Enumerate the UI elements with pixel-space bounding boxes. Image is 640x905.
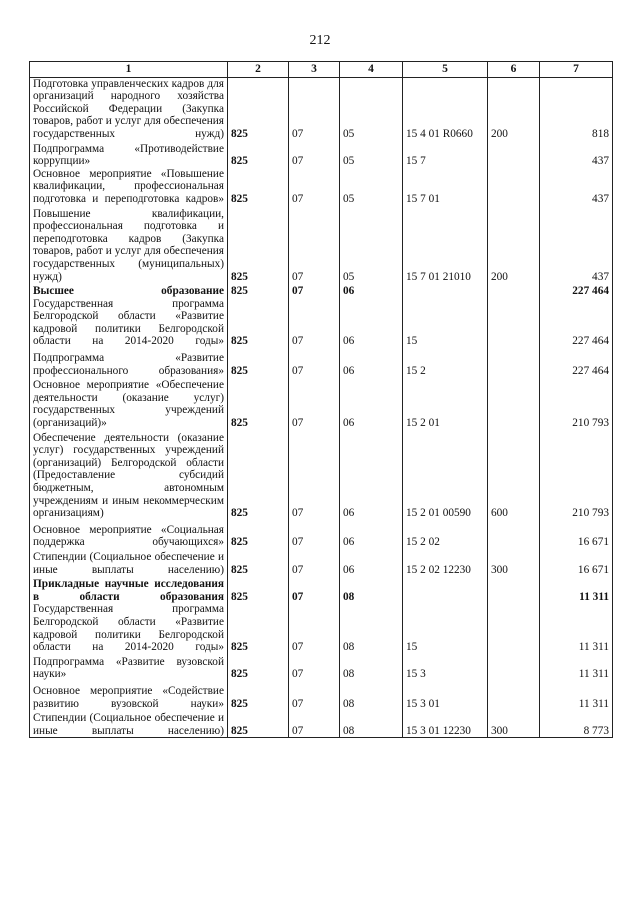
table-row <box>30 681 613 710</box>
row-name-cell: Подготовка управленческих кадров для организаций народного хозяйства Российской Федерации (Закупка товаров, работ и услуг для обеспечения государственных нужд) <box>30 77 228 140</box>
section-cell: 07 <box>289 576 340 603</box>
table-row <box>30 654 613 681</box>
amount-cell: 437 <box>540 141 613 168</box>
target-article-cell: 15 3 01 <box>403 681 488 710</box>
expense-type-cell <box>488 377 540 429</box>
table-row <box>30 141 613 168</box>
subsection-cell: 08 <box>340 603 403 653</box>
target-article-cell: 15 <box>403 603 488 653</box>
subsection-cell: 06 <box>340 520 403 549</box>
subsection-cell: 08 <box>340 681 403 710</box>
grbs-code-cell: 825 <box>228 576 289 603</box>
column-header: 2 <box>228 62 289 78</box>
amount-cell: 210 793 <box>540 430 613 520</box>
section-cell: 07 <box>289 168 340 206</box>
expense-type-cell <box>488 654 540 681</box>
amount-cell: 227 464 <box>540 348 613 377</box>
grbs-code-cell: 825 <box>228 520 289 549</box>
section-cell: 07 <box>289 283 340 298</box>
subsection-cell: 05 <box>340 168 403 206</box>
expense-type-cell <box>488 168 540 206</box>
section-cell: 07 <box>289 377 340 429</box>
table-row <box>30 168 613 206</box>
expense-type-cell: 300 <box>488 710 540 738</box>
target-article-cell: 15 7 01 <box>403 168 488 206</box>
target-article-cell: 15 2 01 <box>403 377 488 429</box>
table-body <box>30 77 613 738</box>
subsection-cell: 05 <box>340 141 403 168</box>
expense-type-cell <box>488 603 540 653</box>
target-article-cell: 15 7 01 21010 <box>403 206 488 284</box>
row-name-cell: Стипендии (Социальное обеспечение и иные выплаты населению) <box>30 549 228 576</box>
target-article-cell: 15 <box>403 298 488 348</box>
row-name-cell: Высшее образование <box>30 283 228 298</box>
row-name-cell: Прикладные научные исследования в области образования <box>30 576 228 603</box>
subsection-cell: 06 <box>340 549 403 576</box>
table-row <box>30 377 613 429</box>
target-article-cell: 15 3 01 12230 <box>403 710 488 738</box>
grbs-code-cell: 825 <box>228 430 289 520</box>
header-row <box>30 62 613 78</box>
row-name-cell: Государственная программа Белгородской области «Развитие кадровой политики Белгородской области на 2014-2020 годы» <box>30 603 228 653</box>
row-name-cell: Подпрограмма «Развитие профессионального образования» <box>30 348 228 377</box>
column-header: 4 <box>340 62 403 78</box>
expense-type-cell: 600 <box>488 430 540 520</box>
column-header: 6 <box>488 62 540 78</box>
expense-type-cell <box>488 520 540 549</box>
grbs-code-cell: 825 <box>228 603 289 653</box>
subsection-cell: 08 <box>340 710 403 738</box>
table-row <box>30 576 613 603</box>
row-name-cell: Основное мероприятие «Социальная поддержка обучающихся» <box>30 520 228 549</box>
table-row <box>30 298 613 348</box>
section-cell: 07 <box>289 710 340 738</box>
table-row <box>30 348 613 377</box>
grbs-code-cell: 825 <box>228 141 289 168</box>
target-article-cell: 15 4 01 R0660 <box>403 77 488 140</box>
grbs-code-cell: 825 <box>228 168 289 206</box>
subsection-cell: 06 <box>340 377 403 429</box>
column-header: 5 <box>403 62 488 78</box>
row-name-cell: Основное мероприятие «Обеспечение деятельности (оказание услуг) государственных учреждений (организаций)» <box>30 377 228 429</box>
amount-cell: 227 464 <box>540 298 613 348</box>
grbs-code-cell: 825 <box>228 654 289 681</box>
grbs-code-cell: 825 <box>228 206 289 284</box>
subsection-cell: 08 <box>340 576 403 603</box>
budget-table <box>29 61 613 738</box>
column-header: 1 <box>30 62 228 78</box>
table-row <box>30 520 613 549</box>
column-header: 7 <box>540 62 613 78</box>
amount-cell: 8 773 <box>540 710 613 738</box>
target-article-cell: 15 2 02 12230 <box>403 549 488 576</box>
subsection-cell: 06 <box>340 283 403 298</box>
target-article-cell: 15 2 01 00590 <box>403 430 488 520</box>
amount-cell: 437 <box>540 168 613 206</box>
expense-type-cell: 200 <box>488 206 540 284</box>
table-row <box>30 206 613 284</box>
table-row <box>30 283 613 298</box>
target-article-cell: 15 2 02 <box>403 520 488 549</box>
row-name-cell: Повышение квалификации, профессиональная подготовка и переподготовка кадров (Закупка товаров, работ и услуг для обеспечения государственных (муниципальных) нужд) <box>30 206 228 284</box>
section-cell: 07 <box>289 654 340 681</box>
expense-type-cell <box>488 681 540 710</box>
target-article-cell: 15 2 <box>403 348 488 377</box>
page-number: 212 <box>309 33 331 48</box>
section-cell: 07 <box>289 141 340 168</box>
subsection-cell: 06 <box>340 348 403 377</box>
grbs-code-cell: 825 <box>228 710 289 738</box>
amount-cell: 16 671 <box>540 549 613 576</box>
expense-type-cell: 200 <box>488 77 540 140</box>
expense-type-cell <box>488 298 540 348</box>
table-row <box>30 430 613 520</box>
table-row <box>30 710 613 738</box>
amount-cell: 16 671 <box>540 520 613 549</box>
amount-cell: 437 <box>540 206 613 284</box>
grbs-code-cell: 825 <box>228 377 289 429</box>
amount-cell: 11 311 <box>540 576 613 603</box>
grbs-code-cell: 825 <box>228 348 289 377</box>
table-row <box>30 77 613 140</box>
row-name-cell: Основное мероприятие «Повышение квалификации, профессиональная подготовка и переподготовка кадров» <box>30 168 228 206</box>
row-name-cell: Основное мероприятие «Содействие развитию вузовской науки» <box>30 681 228 710</box>
table-row <box>30 603 613 653</box>
amount-cell: 11 311 <box>540 654 613 681</box>
target-article-cell <box>403 576 488 603</box>
expense-type-cell <box>488 283 540 298</box>
subsection-cell: 06 <box>340 430 403 520</box>
subsection-cell: 06 <box>340 298 403 348</box>
target-article-cell: 15 7 <box>403 141 488 168</box>
grbs-code-cell: 825 <box>228 681 289 710</box>
amount-cell: 818 <box>540 77 613 140</box>
section-cell: 07 <box>289 206 340 284</box>
row-name-cell: Стипендии (Социальное обеспечение и иные выплаты населению) <box>30 710 228 738</box>
column-header: 3 <box>289 62 340 78</box>
amount-cell: 11 311 <box>540 681 613 710</box>
section-cell: 07 <box>289 603 340 653</box>
expense-type-cell: 300 <box>488 549 540 576</box>
amount-cell: 11 311 <box>540 603 613 653</box>
section-cell: 07 <box>289 520 340 549</box>
table-row <box>30 549 613 576</box>
expense-type-cell <box>488 576 540 603</box>
section-cell: 07 <box>289 348 340 377</box>
expense-type-cell <box>488 141 540 168</box>
grbs-code-cell: 825 <box>228 549 289 576</box>
amount-cell: 210 793 <box>540 377 613 429</box>
grbs-code-cell: 825 <box>228 77 289 140</box>
grbs-code-cell: 825 <box>228 298 289 348</box>
section-cell: 07 <box>289 298 340 348</box>
subsection-cell: 05 <box>340 206 403 284</box>
section-cell: 07 <box>289 681 340 710</box>
grbs-code-cell: 825 <box>228 283 289 298</box>
row-name-cell: Государственная программа Белгородской области «Развитие кадровой политики Белгородской области на 2014-2020 годы» <box>30 298 228 348</box>
target-article-cell: 15 3 <box>403 654 488 681</box>
row-name-cell: Подпрограмма «Противодействие коррупции» <box>30 141 228 168</box>
target-article-cell <box>403 283 488 298</box>
subsection-cell: 05 <box>340 77 403 140</box>
section-cell: 07 <box>289 430 340 520</box>
expense-type-cell <box>488 348 540 377</box>
subsection-cell: 08 <box>340 654 403 681</box>
row-name-cell: Подпрограмма «Развитие вузовской науки» <box>30 654 228 681</box>
row-name-cell: Обеспечение деятельности (оказание услуг) государственных учреждений (организаций) Белгородской области (Предоставление субсидий бюджетным, автономным учреждениям и иным некоммерческим организациям) <box>30 430 228 520</box>
section-cell: 07 <box>289 77 340 140</box>
amount-cell: 227 464 <box>540 283 613 298</box>
section-cell: 07 <box>289 549 340 576</box>
